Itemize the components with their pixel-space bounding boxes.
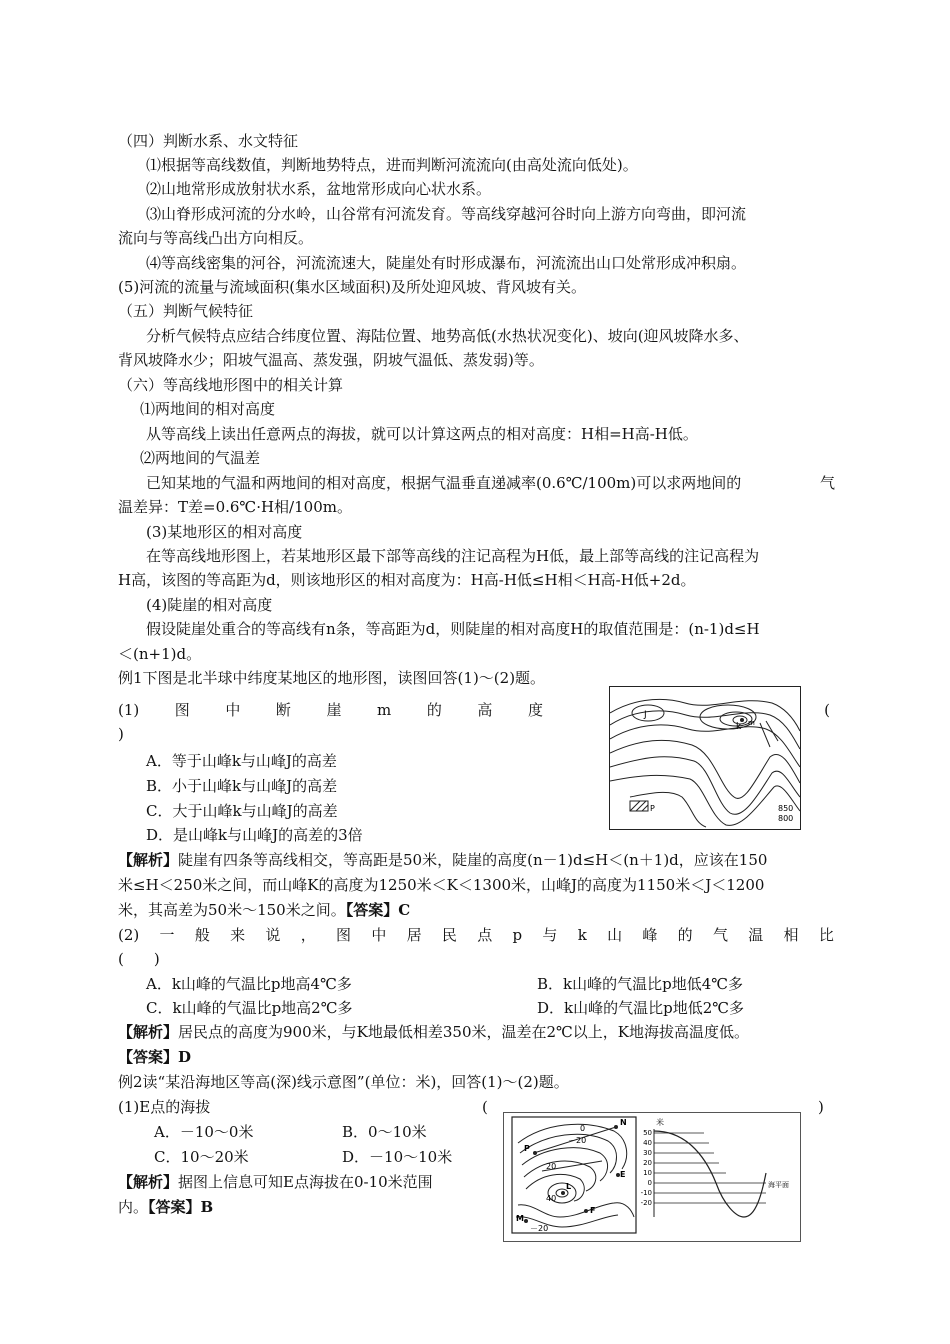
q1-char: 度 bbox=[527, 701, 543, 719]
tick-10: 10 bbox=[643, 1169, 652, 1177]
q2-char: 点 bbox=[477, 926, 493, 944]
q2-char: k bbox=[577, 926, 587, 944]
q1-char: 的 bbox=[426, 701, 442, 719]
q2-char: 气 bbox=[712, 926, 728, 944]
label-k: k bbox=[736, 722, 742, 732]
section6-s4-a: 假设陡崖处重合的等高线有n条，等高距为d，则陡崖的相对高度H的取值范围是：(n-1)d≤H bbox=[146, 620, 760, 638]
q2-char: ， bbox=[300, 926, 316, 944]
section5-line1a: 分析气候特点应结合纬度位置、海陆位置、地势高低(水热状况变化)、坡向(迎风坡降水多、 bbox=[146, 327, 749, 345]
q2-char: 民 bbox=[441, 926, 457, 944]
example2-analysis-line2 bbox=[118, 1196, 213, 1218]
contour-minus20-b: －20 bbox=[530, 1224, 549, 1233]
q2-char: 相 bbox=[783, 926, 799, 944]
analysis-label: 【解析】 bbox=[118, 851, 179, 869]
tick-30: 30 bbox=[643, 1149, 652, 1157]
label-j: J bbox=[644, 710, 647, 720]
q2-char: 比 bbox=[818, 926, 834, 944]
answer-label: 【答案】B bbox=[148, 1198, 214, 1216]
example1-analysis1-line3 bbox=[118, 899, 410, 921]
q1-char: 高 bbox=[477, 701, 493, 719]
example2-paren-close: ) bbox=[818, 1098, 824, 1116]
analysis-text: 陡崖有四条等高线相交，等高距是50米，陡崖的高度(n－1)d≤H＜(n＋1)d，应该在150 bbox=[178, 851, 768, 869]
section6-s4-title: (4)陡崖的相对高度 bbox=[146, 596, 273, 614]
tick-m10: -10 bbox=[640, 1189, 652, 1197]
label-850: 850 bbox=[778, 804, 794, 813]
example1-option-b: B．小于山峰k与山峰J的高差 bbox=[146, 777, 338, 795]
label-m: M bbox=[516, 1214, 524, 1223]
q1-char: 断 bbox=[275, 701, 291, 719]
q2-char: (2) bbox=[118, 926, 140, 944]
section6-s2-b: 温差异：T差=0.6℃·H相/100m。 bbox=[118, 498, 352, 516]
analysis-label: 【解析】 bbox=[118, 1023, 179, 1041]
tick-0: 0 bbox=[647, 1179, 652, 1187]
q2-char: 峰 bbox=[642, 926, 658, 944]
example1-q2-option-b: B．k山峰的气温比p地低4℃多 bbox=[537, 975, 744, 993]
example2-paren-open: ( bbox=[482, 1098, 488, 1116]
section6-s3-b: H高，该图的等高距为d，则该地形区的相对高度为：H高-H低≤H相＜H高-H低+2d。 bbox=[118, 571, 696, 589]
q2-char: 中 bbox=[371, 926, 387, 944]
section5-line1b: 背风坡降水少；阳坡气温高、蒸发强，阴坡气温低、蒸发弱)等。 bbox=[118, 351, 544, 369]
analysis-text: 居民点的高度为900米，与K地最低相差350米，温差在2℃以上，K地海拔高温度低。 bbox=[178, 1023, 750, 1041]
profile-unit: 米 bbox=[656, 1118, 664, 1127]
tick-m20: -20 bbox=[640, 1199, 652, 1207]
sea-level-label: 海平面 bbox=[768, 1181, 789, 1189]
section6-s1-text: 从等高线上读出任意两点的海拔，就可以计算这两点的相对高度：H相=H高-H低。 bbox=[146, 425, 698, 443]
section6-s2-a: 已知某地的气温和两地间的相对高度，根据气温垂直递减率(0.6℃/100m)可以求两地间的 bbox=[146, 474, 742, 492]
q1-char: m bbox=[377, 701, 392, 719]
example1-q2-option-c: C．k山峰的气温比p地高2℃多 bbox=[146, 999, 353, 1017]
contour-map-svg bbox=[610, 687, 800, 829]
example2-option-a: A．－10～0米 bbox=[154, 1123, 254, 1141]
section4-line3a: ⑶山脊形成河流的分水岭，山谷常有河流发育。等高线穿越河谷时向上游方向弯曲，即河流 bbox=[146, 205, 747, 223]
example1-q2 bbox=[118, 924, 834, 946]
label-m: m bbox=[748, 719, 755, 727]
section4-line2: ⑵山地常形成放射状水系，盆地常形成向心状水系。 bbox=[146, 180, 492, 198]
example1-q2-paren: ( ) bbox=[118, 950, 160, 968]
example1-analysis1-line1 bbox=[118, 849, 767, 871]
section4-line5: (5)河流的流量与流域面积(集水区域面积)及所处迎风坡、背风坡有关。 bbox=[118, 278, 586, 296]
tick-40: 40 bbox=[643, 1139, 652, 1147]
analysis-text: 内。 bbox=[118, 1198, 149, 1216]
q2-char: 与 bbox=[542, 926, 558, 944]
contour-20: 20 bbox=[546, 1162, 557, 1171]
example2-option-d: D．－10～10米 bbox=[342, 1148, 453, 1166]
section5-title: （五）判断气候特征 bbox=[118, 302, 254, 320]
section6-s2-a-end: 气 bbox=[820, 474, 836, 492]
example1-q1-close: ) bbox=[118, 725, 124, 743]
q1-char: 图 bbox=[174, 701, 190, 719]
example2-figure-svg bbox=[504, 1113, 800, 1241]
label-l: L bbox=[566, 1182, 572, 1191]
q2-char: 居 bbox=[406, 926, 422, 944]
example1-option-d: D．是山峰k与山峰J的高差的3倍 bbox=[146, 826, 363, 844]
label-p: P bbox=[650, 804, 655, 813]
example2-figure bbox=[503, 1112, 801, 1242]
q1-paren-open: ( bbox=[824, 701, 830, 719]
example1-contour-map bbox=[609, 686, 801, 830]
example1-analysis1-line2: 米≤H＜250米之间，而山峰K的高度为1250米＜K＜1300米，山峰J的高度为1150米＜J＜1200 bbox=[118, 876, 765, 894]
label-p: P bbox=[524, 1144, 530, 1153]
q2-char: p bbox=[512, 926, 523, 944]
section6-s3-title: (3)某地形区的相对高度 bbox=[146, 523, 303, 541]
example1-q2-option-a: A．k山峰的气温比p地高4℃多 bbox=[146, 975, 352, 993]
q2-char: 说 bbox=[265, 926, 281, 944]
answer-label: 【答案】C bbox=[345, 901, 411, 919]
example2-option-b: B．0～10米 bbox=[342, 1123, 427, 1141]
q2-char: 的 bbox=[677, 926, 693, 944]
section6-s2-title: ⑵两地间的气温差 bbox=[140, 449, 261, 467]
q2-char: 温 bbox=[748, 926, 764, 944]
q2-char: 来 bbox=[230, 926, 246, 944]
q1-char: (1) bbox=[118, 701, 140, 719]
tick-50: 50 bbox=[643, 1129, 652, 1137]
example2-analysis-line1 bbox=[118, 1171, 433, 1193]
section6-s3-a: 在等高线地形图上，若某地形区最下部等高线的注记高程为H低，最上部等高线的注记高程为 bbox=[146, 547, 760, 565]
contour-40: 40 bbox=[546, 1194, 557, 1203]
section6-title: （六）等高线地形图中的相关计算 bbox=[118, 376, 344, 394]
tick-20: 20 bbox=[643, 1159, 652, 1167]
q2-char: 一 bbox=[159, 926, 175, 944]
q2-char: 图 bbox=[336, 926, 352, 944]
label-n: N bbox=[620, 1118, 627, 1127]
section6-s1-title: ⑴两地间的相对高度 bbox=[140, 400, 276, 418]
contour-0: 0 bbox=[580, 1124, 586, 1133]
analysis-text: 米，其高差为50米～150米之间。 bbox=[118, 901, 346, 919]
label-f: F bbox=[590, 1206, 596, 1215]
example2-option-c: C．10～20米 bbox=[154, 1148, 249, 1166]
example1-option-a: A．等于山峰k与山峰J的高差 bbox=[146, 752, 337, 770]
example2-intro: 例2读“某沿海地区等高(深)线示意图”(单位：米)，回答(1)～(2)题。 bbox=[118, 1073, 569, 1091]
example2-q1: (1)E点的海拔 bbox=[118, 1098, 211, 1116]
q1-char: 崖 bbox=[326, 701, 342, 719]
contour-minus20: －20 bbox=[568, 1136, 587, 1145]
analysis-label: 【解析】 bbox=[118, 1173, 179, 1191]
example1-analysis2 bbox=[118, 1021, 749, 1043]
section6-s4-b: ＜(n+1)d。 bbox=[118, 645, 202, 663]
example1-answer2: 【答案】D bbox=[118, 1048, 192, 1066]
q2-char: 般 bbox=[194, 926, 210, 944]
section4-title: （四）判断水系、水文特征 bbox=[118, 132, 299, 150]
q2-char: 山 bbox=[607, 926, 623, 944]
analysis-text: 据图上信息可知E点海拔在0-10米范围 bbox=[178, 1173, 433, 1191]
example1-option-c: C．大于山峰k与山峰J的高差 bbox=[146, 802, 338, 820]
section4-line3b: 流向与等高线凸出方向相反。 bbox=[118, 229, 314, 247]
label-800: 800 bbox=[778, 814, 794, 823]
q1-char: 中 bbox=[225, 701, 241, 719]
section4-line1: ⑴根据等高线数值，判断地势特点，进而判断河流流向(由高处流向低处)。 bbox=[146, 156, 638, 174]
example1-q2-option-d: D．k山峰的气温比p地低2℃多 bbox=[537, 999, 745, 1017]
example1-intro: 例1下图是北半球中纬度某地区的地形图，读图回答(1)～(2)题。 bbox=[118, 669, 546, 687]
label-e: E bbox=[620, 1170, 626, 1179]
section4-line4: ⑷等高线密集的河谷，河流流速大，陡崖处有时形成瀑布，河流流出山口处常形成冲积扇。 bbox=[146, 254, 747, 272]
